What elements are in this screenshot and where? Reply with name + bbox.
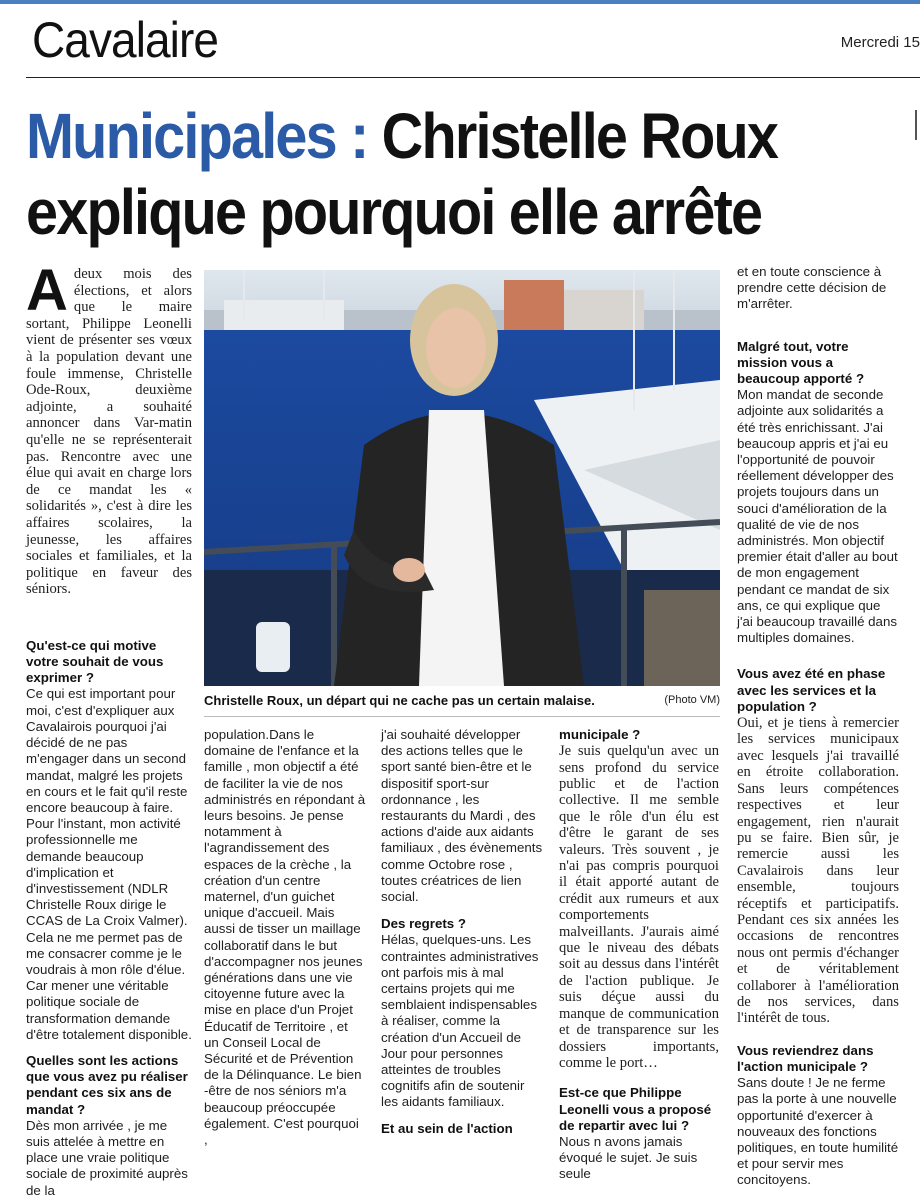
column-4 xyxy=(559,727,719,1183)
column-3 xyxy=(381,727,545,1137)
headline-line2: explique pourquoi elle arrête xyxy=(26,176,762,248)
column-1 xyxy=(26,258,192,1199)
answer-5-part2: et en toute conscience à prendre cette décision de m'arrêter. xyxy=(737,264,887,312)
answer-2-part2: population.Dans le domaine de l'enfance et la famille , mon objectif a été de faciliter la vie de nos administrés en répondant à leurs besoins. Je pense notamment à l'agrandissement des espaces de la crèche , la création d'un centre maternel, d'un guichet unique d'accueil. Mais aussi de tisser un maillage collaboratif dans le but d'accompagner nos jeunes générations dans une vie citoyenne future avec la mise en place d'un Projet Éducatif de Territoire , et un Conseil Local de Sécurité et de Prévention de la Délinquance. Le bien -être de nos séniors m'a beaucoup préoccupée également. C'est pourquoi , xyxy=(204,727,366,1148)
question-4-part1: Et au sein de l'action xyxy=(381,1120,513,1136)
drop-cap: A xyxy=(26,258,68,323)
caption-rule xyxy=(204,716,720,717)
answer-8: Sans doute ! Je ne ferme pas la porte à une nouvelle opportunité d'exercer à nouveaux des fonctions politiques, en toute humilité et pour servir mes concitoyens. xyxy=(737,1075,899,1188)
answer-7: Oui, et je tiens à remercier les services municipaux avec lesquels j'ai travaillé en étroite collaboration. Sans leurs compétences respectives et leur engagement, rien n'aurait pu se faire. Bien sûr, je remercie aussi les Cavalairois dans leur ensemble, toujours réceptifs et participatifs. Pendant ces six années les occasions de rencontres nous ont permis d'échanger et de véritablement collaborer à l'amélioration de nos services, dans l'intérêt de tous. xyxy=(737,715,899,1027)
question-7: Vous avez été en phase avec les services et la population ? xyxy=(737,666,886,714)
answer-4: Je suis quelqu'un avec un sens profond du service public et de l'action collective. Il me semble que le rôle d'un élu est d'être le garant de ses valeurs. Très souvent , je n'ai pas compris pourquoi il était apporté autant de crédit aux rumeurs et aux comportements malveillants. J'aurais aimé que le niveau des débats soit au dessus dans l'intérêt de l'action publique. Je suis déçue aussi du manque de communication et de transparence sur les dossiers importants, comme le port… xyxy=(559,743,719,1071)
answer-3: Hélas, quelques-uns. Les contraintes administratives ont parfois mis à mal certains projets qui me semblaient indispensables à réaliser, comme la création d'un Accueil de Jour pour personnes atteintes de troubles cognitifs afin de soutenir les aidants familiaux. xyxy=(381,932,539,1110)
headline-kicker: Municipales : xyxy=(26,100,368,172)
top-color-band xyxy=(0,0,920,4)
caption-text: Christelle Roux, un départ qui ne cache pas un certain malaise. xyxy=(204,693,595,708)
page-date: Mercredi 15 xyxy=(840,34,920,51)
question-3: Des regrets ? xyxy=(381,916,466,932)
question-8: Vous reviendrez dans l'action municipale ? xyxy=(737,1042,874,1074)
headline-line1: Christelle Roux xyxy=(367,100,778,172)
column-5 xyxy=(737,264,899,1189)
article-headline xyxy=(26,98,916,250)
section-title: Cavalaire xyxy=(32,12,219,68)
question-6: Malgré tout, votre mission vous a beaucoup apporté ? xyxy=(737,338,865,387)
intro-text: deux mois des élections, et alors que le maire sortant, Philippe Leonelli vient de présenter ses vœux à la population devant une foule immense, Christelle Ode-Roux, deuxième adjointe, a souhaité annoncer dans Var-matin qu'elle ne se représenterait pas. Rencontre avec une élue qui avait en charge lors de ce mandat les « solidarités », c'est à dire les affaires scolaires, la jeunesse, les affaires sociales et familiales, et la politique en faveur des séniors. xyxy=(26,266,192,598)
question-2: Quelles sont les actions que vous avez pu réaliser pendant ces six ans de mandat ? xyxy=(26,1052,188,1117)
photo-credit: (Photo VM) xyxy=(664,694,720,706)
header-rule xyxy=(26,77,920,78)
photo-caption xyxy=(204,693,720,708)
answer-5-part1: Nous n avons jamais évoqué le sujet. Je suis seule xyxy=(559,1133,698,1182)
answer-6: Mon mandat de seconde adjointe aux solidarités a été très enrichissant. J'ai beaucoup appris et j'ai eu l'opportunité de pouvoir réellement développer des projets toujours dans un souci d'amélioration de la qualité de vie de nos administrés. Mon objectif premier était d'aller au bout de mon engagement pendant ce mandat de six ans, ce qui explique que j'ai beaucoup travaillé dans multiples domaines. xyxy=(737,387,898,646)
question-5: Est-ce que Philippe Leonelli vous a proposé de repartir avec lui ? xyxy=(559,1085,712,1133)
article-photo xyxy=(204,270,720,686)
answer-2-part3: j'ai souhaité développer des actions telles que le sport santé bien-être et le dispositif sport-sur ordonnance , les restaurants du Mardi , des actions d'aide aux aidants familiaux , des évènements comme Octobre rose , toutes créatrices de lien social. xyxy=(381,727,543,905)
answer-1: Ce qui est important pour moi, c'est d'expliquer aux Cavalairois pourquoi j'ai décidé de ne pas m'engager dans un second mandat, malgré les projets en cours et le fait qu'il reste encore beaucoup à faire. Pour l'instant, mon activité professionnelle me demande beaucoup d'implication et d'investissement (NDLR Christelle Roux dirige le CCAS de La Croix Valmer). Cela ne me permet pas de me consacrer comme je le voudrais à mon rôle d'élue. Car mener une véritable politique sociale de transformation demande d'être totalement disponible. xyxy=(26,686,192,1042)
intro-paragraph xyxy=(26,258,192,598)
question-1: Qu'est-ce qui motive votre souhait de vous exprimer ? xyxy=(26,637,164,686)
column-2 xyxy=(204,727,366,1148)
question-4-part2: municipale ? xyxy=(559,727,641,742)
answer-2-part1: Dès mon arrivée , je me suis attelée à mettre en place une vraie politique sociale de proximité auprès de la xyxy=(26,1117,188,1198)
